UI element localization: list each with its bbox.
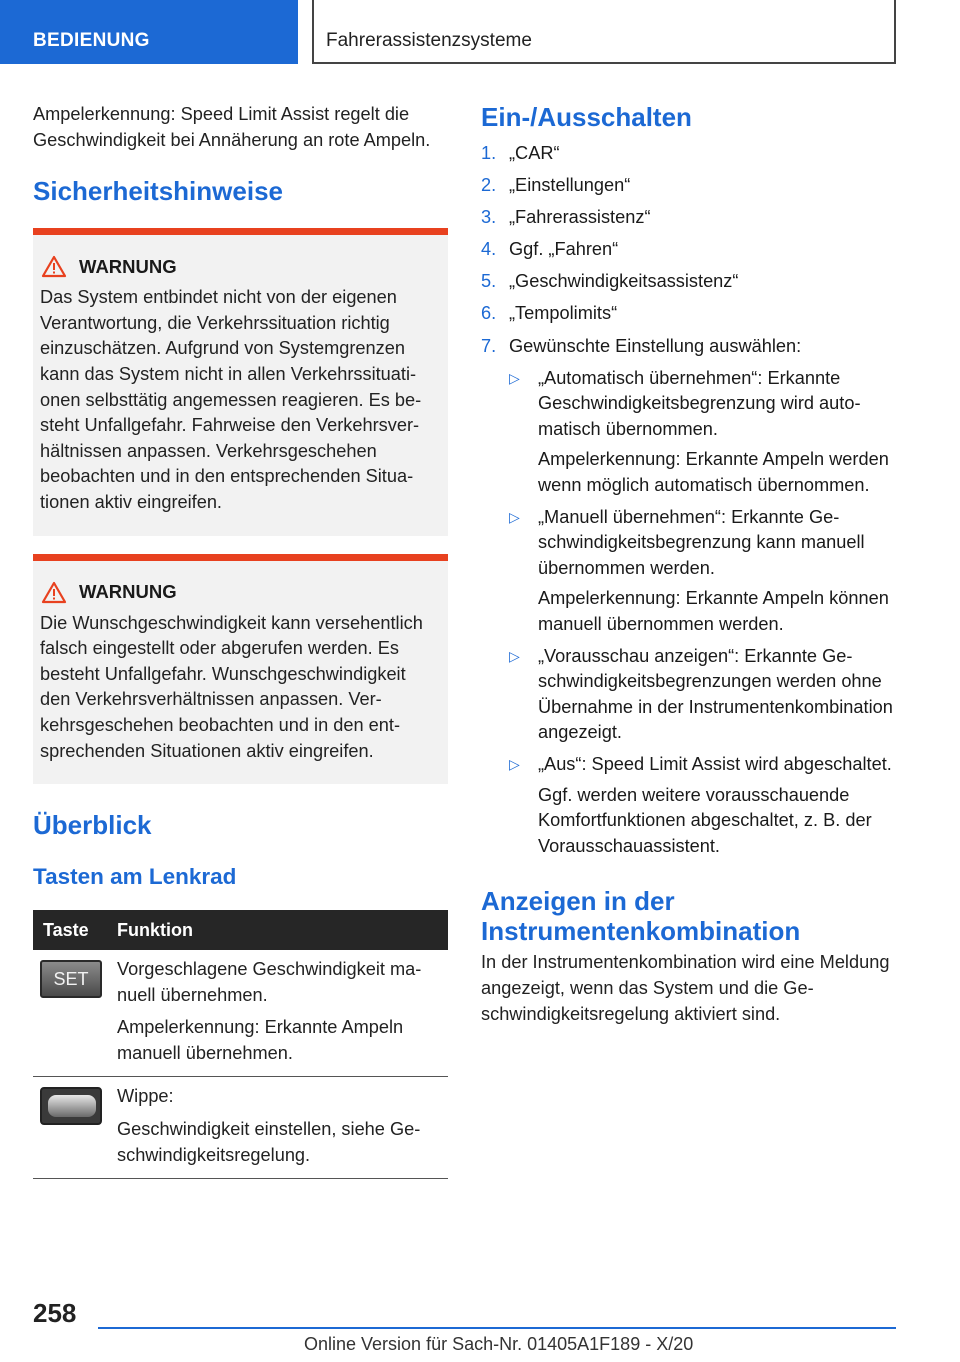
warning-triangle-icon bbox=[41, 255, 67, 278]
display-text: In der Instrumentenkombination wird eine Meldung angezeigt, wenn das System und die Geschwindigkeitsregelung aktiviert sind. bbox=[481, 952, 890, 1024]
warning-label: WARNUNG bbox=[79, 255, 177, 277]
option-note: Ampelerkennung: Erkannte Ampeln werden wenn möglich automatisch übernommen. bbox=[538, 449, 889, 496]
section-tab: BEDIENUNG bbox=[0, 0, 298, 64]
footer-divider bbox=[98, 1327, 896, 1329]
steps-list bbox=[481, 141, 901, 359]
warning-box bbox=[33, 554, 448, 785]
list-item: 5. „Geschwindigkeitsassistenz“ bbox=[481, 271, 739, 292]
list-item: 4. Ggf. „Fahren“ bbox=[481, 239, 619, 260]
warning-label: WARNUNG bbox=[79, 581, 177, 603]
table-cell bbox=[33, 1077, 109, 1179]
list-item: 2. „Einstellungen“ bbox=[481, 175, 631, 196]
list-item: 6. „Tempolimits“ bbox=[481, 303, 618, 324]
function-text: Geschwindigkeit einstellen, siehe Geschwindigkeitsregelung. bbox=[117, 1119, 421, 1165]
buttons-table bbox=[33, 910, 448, 1179]
triangle-bullet-icon: ▷ bbox=[509, 369, 520, 386]
option-item: ▷ „Automatisch übernehmen“: Erkannte Geschwindigkeitsbegrenzung wird automatisch übernommen. bbox=[509, 367, 861, 439]
onoff-heading: Ein-/Ausschalten bbox=[481, 102, 692, 132]
function-text: Vorgeschlagene Geschwindigkeit manuell übernehmen. bbox=[117, 959, 422, 1005]
option-item: ▷ „Vorausschau anzeigen“: Erkannte Geschwindigkeitsbegrenzungen werden ohne Übernahme in der Instrumentenkombination angezeigt. bbox=[509, 645, 893, 743]
function-text: Wippe: bbox=[117, 1086, 174, 1107]
right-column bbox=[481, 102, 901, 1027]
triangle-bullet-icon: ▷ bbox=[509, 647, 520, 664]
warning-title bbox=[41, 255, 440, 278]
warning-text: Die Wunschgeschwindigkeit kann versehentlich falsch eingestellt oder abgerufen werden. Es besteht Unfallgefahr. Wunschgeschwindigkeit den Verkehrsverhältnissen anpassen. Verkehrsgeschehen beobachten und in den entsprechenden Situationen aktiv eingreifen. bbox=[40, 612, 423, 761]
table-header-row bbox=[33, 910, 448, 950]
table-header-cell: Taste bbox=[33, 910, 109, 950]
function-text: Ampelerkennung: Erkannte Ampeln manuell übernehmen. bbox=[117, 1017, 404, 1063]
display-heading: Anzeigen in der Instrumentenkombination bbox=[481, 886, 801, 947]
warning-triangle-icon bbox=[41, 581, 67, 604]
options-list bbox=[481, 366, 901, 860]
option-item: ▷ „Aus“: Speed Limit Assist wird abgeschaltet. bbox=[481, 752, 901, 778]
left-column bbox=[33, 102, 448, 1179]
intro-text: Ampelerkennung: Speed Limit Assist regelt die Geschwindigkeit bei Annäherung an rote Ampeln. bbox=[33, 104, 431, 150]
list-item: 1. „CAR“ bbox=[481, 143, 560, 163]
safety-heading: Sicherheitshinweise bbox=[33, 176, 283, 207]
option-item: ▷ „Manuell übernehmen“: Erkannte Geschwindigkeitsbegrenzung kann manuell übernommen werden. bbox=[509, 506, 865, 578]
chapter-title: Fahrerassistenzsysteme bbox=[312, 0, 896, 64]
table-cell bbox=[109, 1077, 448, 1179]
table-row bbox=[33, 1077, 448, 1179]
set-button-icon: SET bbox=[40, 960, 102, 998]
option-note: Ampelerkennung: Erkannte Ampeln können manuell übernommen werden. bbox=[538, 588, 889, 634]
table-row bbox=[33, 950, 448, 1077]
warning-title bbox=[41, 581, 440, 604]
overview-heading: Überblick bbox=[33, 810, 152, 841]
table-cell bbox=[109, 950, 448, 1077]
page-number: 258 bbox=[33, 1298, 77, 1328]
warning-box bbox=[33, 228, 448, 535]
buttons-heading: Tasten am Lenkrad bbox=[33, 864, 237, 890]
rocker-switch-icon bbox=[40, 1087, 102, 1125]
triangle-bullet-icon: ▷ bbox=[509, 508, 520, 525]
warning-text: Das System entbindet nicht von der eigenen Verantwortung, die Verkehrssituation richtig einzuschätzen. Aufgrund von Systemgrenzen kann das System nicht in allen Verkehrssituationen selbsttätig angemessen reagieren. Es besteht Unfallgefahr. Fahrweise den Verkehrsverhältnissen anpassen. Verkehrsgeschehen beobachten und in den entsprechenden Situationen aktiv eingreifen. bbox=[40, 287, 422, 512]
table-cell bbox=[33, 950, 109, 1077]
option-note: Ggf. werden weitere vorausschauende Komfortfunktionen abgeschaltet, z. B. der Vorausschauassistent. bbox=[538, 784, 872, 856]
list-item: 3. „Fahrerassistenz“ bbox=[481, 207, 651, 228]
list-item: 7. Gewünschte Einstellung auswählen: bbox=[481, 335, 802, 356]
table-header-cell: Funktion bbox=[109, 910, 448, 950]
footer-version: Online Version für Sach-Nr. 01405A1F189 - X/20 bbox=[304, 1334, 694, 1354]
triangle-bullet-icon: ▷ bbox=[509, 755, 520, 772]
